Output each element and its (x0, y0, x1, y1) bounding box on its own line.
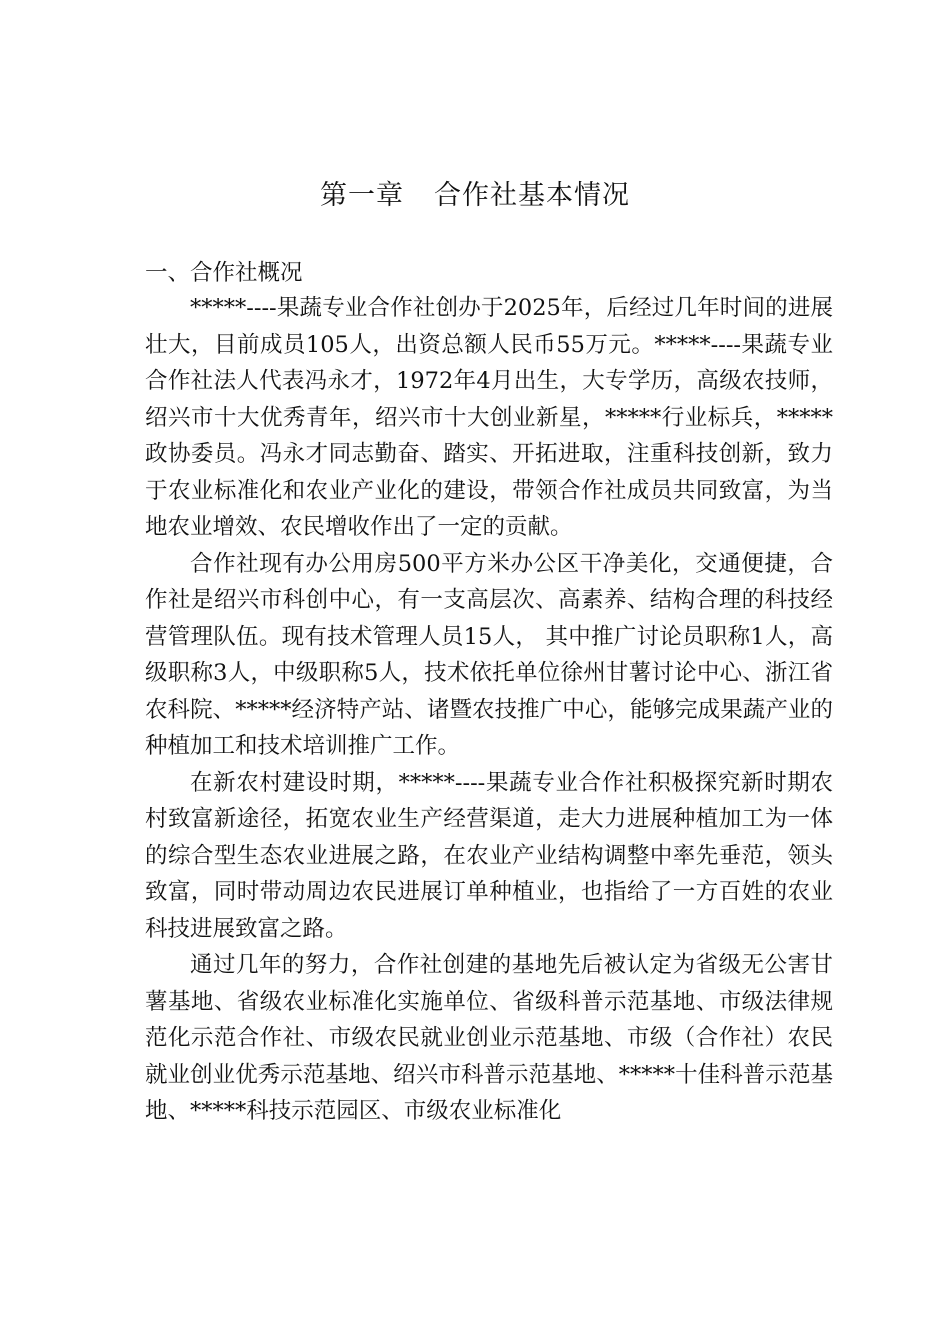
section-heading: 一、合作社概况 (145, 260, 303, 286)
chapter-number: 第一章 (320, 180, 404, 211)
chapter-name: 合作社基本情况 (434, 180, 630, 211)
paragraph-overview: *****----果蔬专业合作社创办于2025年，后经过几年时间的进展壮大，目前成员105人，出资总额人民币55万元。*****----果蔬专业合作社法人代表冯永才，1972年4月出生，大专学历，高级农技师，绍兴市十大优秀青年，绍兴市十大创业新星，*****行业标兵，*****政协委员。冯永才同志勤奋、踏实、开拓进取，注重科技创新，致力于农业标准化和农业产业化的建设，带领合作社成员共同致富，为当地农业增效、农民增收作出了一定的贡献。 (145, 295, 833, 540)
body-text (145, 290, 833, 1130)
paragraph-achievements: 通过几年的努力，合作社创建的基地先后被认定为省级无公害甘薯基地、省级农业标准化实施单位、省级科普示范基地、市级法律规范化示范合作社、市级农民就业创业示范基地、市级（合作社）农民就业创业优秀示范基地、绍兴市科普示范基地、*****十佳科普示范基地、*****科技示范园区、市级农业标准化 (145, 952, 833, 1124)
chapter-title (0, 178, 950, 214)
paragraph-facilities: 合作社现有办公用房500平方米办公区干净美化，交通便捷，合作社是绍兴市科创中心，有一支高层次、高素养、结构合理的科技经营管理队伍。现有技术管理人员15人， 其中推广讨论员职称1人，高级职称3人，中级职称5人，技术依托单位徐州甘薯讨论中心、浙江省农科院、*****经济特产站、诸暨农技推广中心，能够完成果蔬产业的种植加工和技术培训推广工作。 (145, 550, 833, 759)
paragraph-development: 在新农村建设时期，*****----果蔬专业合作社积极探究新时期农村致富新途径，拓宽农业生产经营渠道，走大力进展种植加工为一体的综合型生态农业进展之路，在农业产业结构调整中率先垂范，领头致富，同时带动周边农民进展订单种植业，也指给了一方百姓的农业科技进展致富之路。 (145, 769, 833, 942)
